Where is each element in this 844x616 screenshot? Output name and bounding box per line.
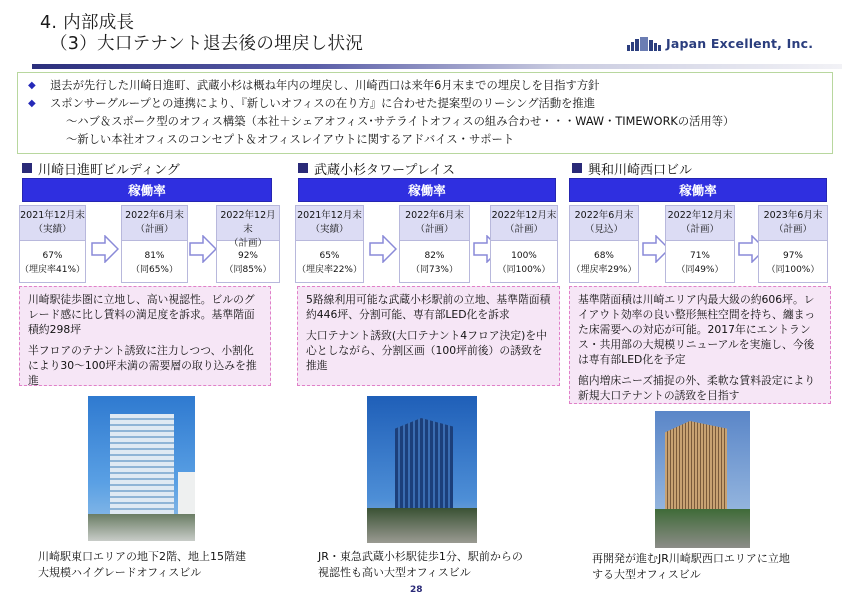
right-arrow-icon — [369, 235, 397, 263]
occupancy-step: 2023年6月末 （計画） 97% （同100%） — [758, 205, 828, 283]
summary-bullet — [28, 95, 822, 113]
occupancy-rate-header: 稼働率 — [569, 178, 827, 202]
title-line-2: （3）大口テナント退去後の埋戻し状況 — [50, 34, 364, 54]
building-logo-icon — [627, 37, 661, 51]
property-column-kowa-kawasaki-nishiguchi — [572, 160, 834, 283]
occupancy-step: 2022年12月末 （計画） 100% （同100%） — [490, 205, 558, 283]
diamond-bullet-icon: ◆ — [28, 98, 36, 109]
occupancy-step: 2022年6月末 （計画） 81% （同65%） — [121, 205, 188, 283]
square-bullet-icon — [298, 163, 308, 173]
property-title: 武蔵小杉タワープレイス — [298, 160, 560, 176]
occupancy-rate-header: 稼働率 — [22, 178, 272, 202]
summary-text: スポンサーグループとの連携により、『新しいオフィスの在り方』に合わせた提案型のリーシング活動を推進 — [50, 97, 596, 110]
summary-sub-item: ～ハブ＆スポーク型のオフィス構築（本社＋シェアオフィス･サテライトオフィスの組み合わせ・・・WAW・TIMEWORKの活用等） — [66, 115, 735, 128]
note-paragraph: 大口テナント誘致(大口テナント4フロア決定)を中心としながら、分割区画（100坪前後）の誘致を推進 — [306, 329, 547, 372]
property-title: 興和川崎西口ビル — [572, 160, 834, 176]
summary-box — [17, 72, 833, 154]
photo-caption: 川崎駅東口エリアの地下2階、地上15階建 大規模ハイグレードオフィスビル — [38, 550, 246, 579]
diamond-bullet-icon: ◆ — [28, 80, 36, 91]
occupancy-steps — [572, 205, 834, 283]
note-paragraph: 5路線利用可能な武蔵小杉駅前の立地、基準階面積約446坪、分割可能、専有部LED化を訴求 — [306, 293, 551, 321]
occupancy-step: 2022年12月末 （計画） 71% （同49%） — [665, 205, 735, 283]
occupancy-step: 2021年12月末 （実績） 65% （埋戻率22%） — [295, 205, 364, 283]
square-bullet-icon — [22, 163, 32, 173]
property-notes — [19, 286, 271, 386]
note-paragraph: 川崎駅徒歩圏に立地し、高い視認性。ビルのグレード感に比し賃料の満足度を訴求。基準階面積約298坪 — [28, 293, 255, 336]
occupancy-step: 2022年12月末 （計画） 92% （同85%） — [216, 205, 280, 283]
note-paragraph: 基準階面積は川崎エリア内最大級の約606坪。レイアウト効率の良い整形無柱空間を持ち、纏まった床需要への対応が可能。2017年にエントランス・共用部の大規模リニューアルを実施し、今後は専有部LED化を予定 — [578, 293, 816, 366]
square-bullet-icon — [572, 163, 582, 173]
building-photo-kawasaki-nisshincho — [88, 396, 195, 541]
right-arrow-icon — [189, 235, 217, 263]
property-column-musashikosugi — [298, 160, 560, 283]
right-arrow-icon — [91, 235, 119, 263]
building-photo-musashikosugi — [367, 396, 477, 543]
summary-sub-item: ～新しい本社オフィスのコンセプト＆オフィスレイアウトに関するアドバイス・サポート — [66, 133, 515, 146]
page-number: 28 — [410, 585, 423, 595]
photo-caption: JR・東急武蔵小杉駅徒歩1分、駅前からの 視認性も高い大型オフィスビル — [318, 550, 523, 579]
occupancy-step: 2021年12月末 （実績） 67% （埋戻率41%） — [19, 205, 86, 283]
photo-caption: 再開発が進むJR川崎駅西口エリアに立地 する大型オフィスビル — [592, 552, 790, 581]
company-logo — [627, 36, 813, 51]
property-notes — [297, 286, 560, 386]
summary-text: 退去が先行した川崎日進町、武蔵小杉は概ね年内の埋戻し、川崎西口は来年6月末までの埋戻しを目指す方針 — [50, 79, 600, 92]
property-notes — [569, 286, 831, 404]
occupancy-rate-header: 稼働率 — [298, 178, 556, 202]
property-title: 川崎日進町ビルディング — [22, 160, 272, 176]
note-paragraph: 館内増床ニーズ捕捉の外、柔軟な賃料設定により新規大口テナントの誘致を目指す — [578, 374, 815, 402]
summary-bullet — [28, 77, 822, 95]
building-photo-kowa-kawasaki-nishiguchi — [655, 411, 750, 548]
note-paragraph: 半フロアのテナント誘致に注力しつつ、小割化により30～100坪未満の需要層の取り込みを推進 — [28, 344, 257, 387]
title-underline — [32, 64, 842, 69]
occupancy-steps — [20, 205, 276, 283]
occupancy-steps — [298, 205, 560, 283]
page-title — [40, 13, 363, 55]
property-column-kawasaki-nisshincho — [20, 160, 276, 283]
occupancy-step: 2022年6月末 （見込） 68% （埋戻率29%） — [569, 205, 639, 283]
occupancy-step: 2022年6月末 （計画） 82% （同73%） — [399, 205, 470, 283]
company-name: Japan Excellent, Inc. — [666, 36, 814, 51]
title-line-1: 4. 内部成長 — [40, 13, 135, 33]
